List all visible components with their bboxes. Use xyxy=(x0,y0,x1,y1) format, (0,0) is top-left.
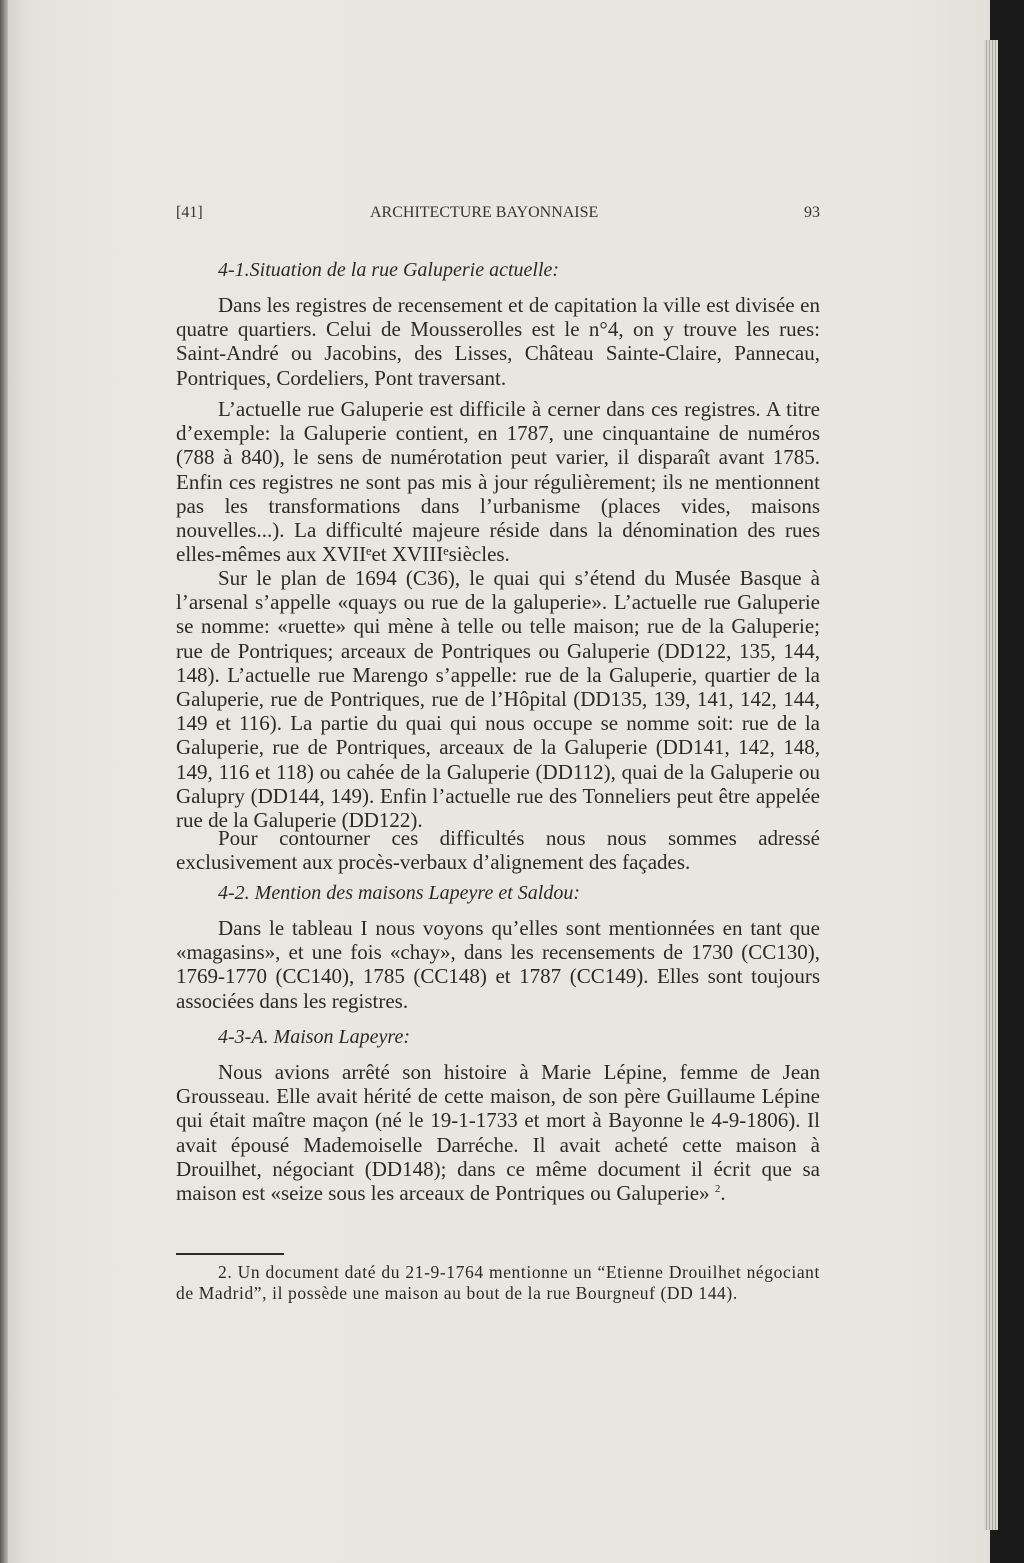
paragraph: L’actuelle rue Galuperie est difficile à cerner dans ces registres. A titre d’exemple: la Galuperie contient, en 1787, une cinquantaine de numéros (788 à 840), le sens de numérotation peut varier, il disparaît avant 1785. Enfin ces registres ne sont pas mis à jour régulièrement; ils ne mentionnent pas les transformations dans l’urbanisme (places vides, maisons nouvelles...). La difficulté majeure réside dans la dénomination des rues elles-mêmes aux XVIIᵉet XVIIIᵉsiècles. xyxy=(176,397,820,567)
paragraph: Dans le tableau I nous voyons qu’elles sont mentionnées en tant que «magasins», et une fois «chay», dans les recensements de 1730 (CC130), 1769-1770 (CC140), 1785 (CC148) et 1787 (CC149). Elles sont toujours associées dans les registres. xyxy=(176,916,820,1013)
header-section-number: [41] xyxy=(176,204,203,221)
paragraph-text: Nous avions arrêté son histoire à Marie Lépine, femme de Jean Grousseau. Elle avait hérité de cette maison, de son père Guillaume Lépine qui était maître maçon (né le 19-1-1733 et mort à Bayonne le 4-9-1806). Il avait épousé Mademoiselle Darréche. Il avait acheté cette maison à Drouilhet, négociant (DD148); dans ce même document il écrit que sa maison est «seize sous les arceaux de Pontriques ou Galuperie» xyxy=(176,1060,820,1206)
paragraph: Sur le plan de 1694 (C36), le quai qui s’étend du Musée Basque à l’arsenal s’appelle «quays ou rue de la galuperie». L’actuelle rue Galuperie se nomme: «ruette» qui mène à telle ou telle maison; rue de la Galuperie; rue de Pontriques; arceaux de Pontriques ou Galuperie (DD122, 135, 144, 148). L’actuelle rue Marengo s’appelle: rue de la Galuperie, quartier de la Galuperie, rue de Pontriques, rue de l’Hôpital (DD135, 139, 141, 142, 144, 149 et 116). La partie du quai qui nous occupe se nomme soit: rue de la Galuperie, rue de Pontriques, arceaux de la Galuperie (DD141, 142, 148, 149, 116 et 118) ou cahée de la Galuperie (DD112), quai de la Galuperie ou Galupry (DD144, 149). Enfin l’actuelle rue des Tonneliers peut être appelée rue de la Galuperie (DD122). xyxy=(176,566,820,833)
page-edges xyxy=(984,40,998,1530)
section-heading: 4-3-A. Maison Lapeyre: xyxy=(218,1026,410,1048)
footnote-reference: 2 xyxy=(714,1183,721,1196)
header-title: ARCHITECTURE BAYONNAISE xyxy=(370,204,599,221)
paragraph: Nous avions arrêté son histoire à Marie Lépine, femme de Jean Grousseau. Elle avait hérité de cette maison, de son père Guillaume Lépine qui était maître maçon (né le 19-1-1733 et mort à Bayonne le 4-9-1806). Il avait épousé Mademoiselle Darréche. Il avait acheté cette maison à Drouilhet, négociant (DD148); dans ce même document il écrit que sa maison est «seize sous les arceaux de Pontriques ou Galuperie» $^2$. xyxy=(176,1060,820,1206)
footnote: 2. Un document daté du 21-9-1764 mentionne un “Etienne Drouilhet négociant de Madrid”, il possède une maison au bout de la rue Bourgneuf (DD 144). xyxy=(176,1262,820,1303)
paragraph: Dans les registres de recensement et de capitation la ville est divisée en quatre quartiers. Celui de Mousserolles est le n°4, on y trouve les rues: Saint-André ou Jacobins, des Lisses, Château Sainte-Claire, Pannecau, Pontriques, Cordeliers, Pont traversant. xyxy=(176,293,820,390)
page-binding xyxy=(0,0,8,1563)
page-number: 93 xyxy=(804,204,820,221)
section-heading: 4-1.Situation de la rue Galuperie actuelle: xyxy=(218,259,560,281)
section-heading: 4-2. Mention des maisons Lapeyre et Saldou: xyxy=(218,882,580,904)
paragraph: Pour contourner ces difficultés nous nous sommes adressé exclusivement aux procès-verbaux d’alignement des façades. xyxy=(176,826,820,875)
footnote-rule xyxy=(176,1253,284,1255)
